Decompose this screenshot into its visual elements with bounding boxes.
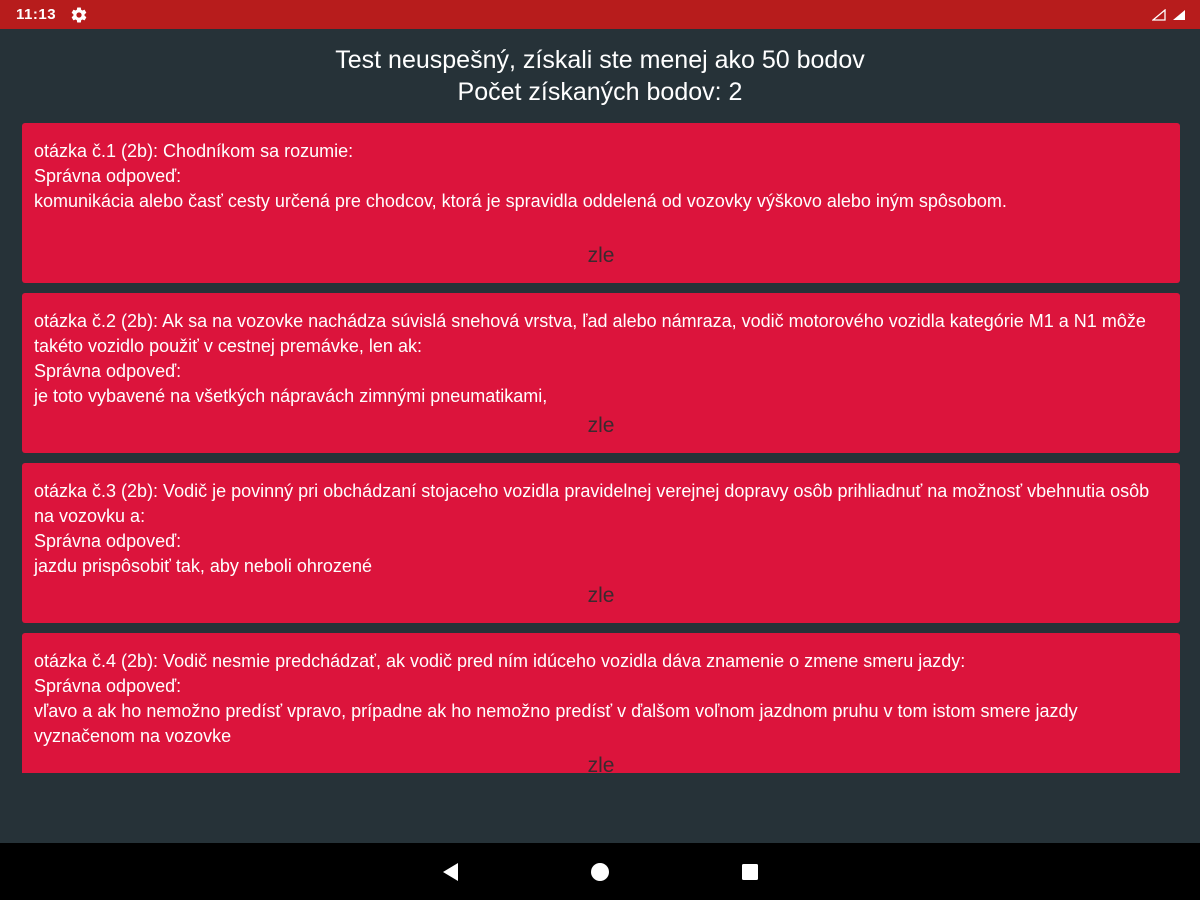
result-card xyxy=(22,123,1180,283)
result-card xyxy=(22,293,1180,453)
home-circle-icon[interactable] xyxy=(588,860,612,884)
navigation-bar xyxy=(0,843,1200,900)
gear-icon xyxy=(70,6,88,24)
result-card xyxy=(22,463,1180,623)
back-triangle-icon[interactable] xyxy=(438,860,462,884)
answer-label: Správna odpoveď: xyxy=(34,361,182,381)
result-score: Počet získaných bodov: 2 xyxy=(457,78,743,106)
answer-label: Správna odpoveď: xyxy=(34,676,182,696)
question-text: otázka č.2 (2b): Ak sa na vozovke nachádza súvislá snehová vrstva, ľad alebo námraza, vodič motorového vozidla kategórie M1 a N1 môže takéto vozidlo použiť v cestnej premávke, len ak: xyxy=(34,311,1146,356)
answer-text: vľavo a ak ho nemožno predísť vpravo, prípadne ak ho nemožno predísť v ďalšom voľnom jazdnom pruhu v tom istom smere jazdy vyznačenom na vozovke xyxy=(34,701,1078,746)
question-text: otázka č.4 (2b): Vodič nesmie predchádzať, ak vodič pred ním idúceho vozidla dáva znamenie o zmene smeru jazdy: xyxy=(34,651,966,671)
result-title: Test neuspešný, získali ste menej ako 50 bodov xyxy=(335,46,865,74)
recents-square-icon[interactable] xyxy=(738,860,762,884)
verdict-label: zle xyxy=(587,584,615,607)
verdict-label: zle xyxy=(587,414,615,437)
result-header xyxy=(0,44,1200,108)
answer-text: jazdu prispôsobiť tak, aby neboli ohrozené xyxy=(34,556,372,576)
result-card xyxy=(22,633,1180,773)
status-icons xyxy=(1152,9,1186,21)
verdict-label: zle xyxy=(587,244,615,267)
signal-icon xyxy=(1172,9,1186,21)
question-text: otázka č.3 (2b): Vodič je povinný pri obchádzaní stojaceho vozidla pravidelnej verejnej dopravy osôb prihliadnuť na možnosť vbehnutia osôb na vozovku a: xyxy=(34,481,1150,526)
answer-text: je toto vybavené na všetkých nápravách zimnými pneumatikami, xyxy=(34,386,548,406)
results-list[interactable] xyxy=(22,123,1180,773)
wifi-icon xyxy=(1152,9,1166,21)
answer-text: komunikácia alebo časť cesty určená pre chodcov, ktorá je spravidla oddelená od vozovky výškovo alebo iným spôsobom. xyxy=(34,191,1007,211)
answer-label: Správna odpoveď: xyxy=(34,531,182,551)
status-time: 11:13 xyxy=(16,6,57,23)
status-bar xyxy=(0,0,1200,29)
verdict-label: zle xyxy=(587,754,615,773)
answer-label: Správna odpoveď: xyxy=(34,166,182,186)
question-text: otázka č.1 (2b): Chodníkom sa rozumie: xyxy=(34,141,354,161)
